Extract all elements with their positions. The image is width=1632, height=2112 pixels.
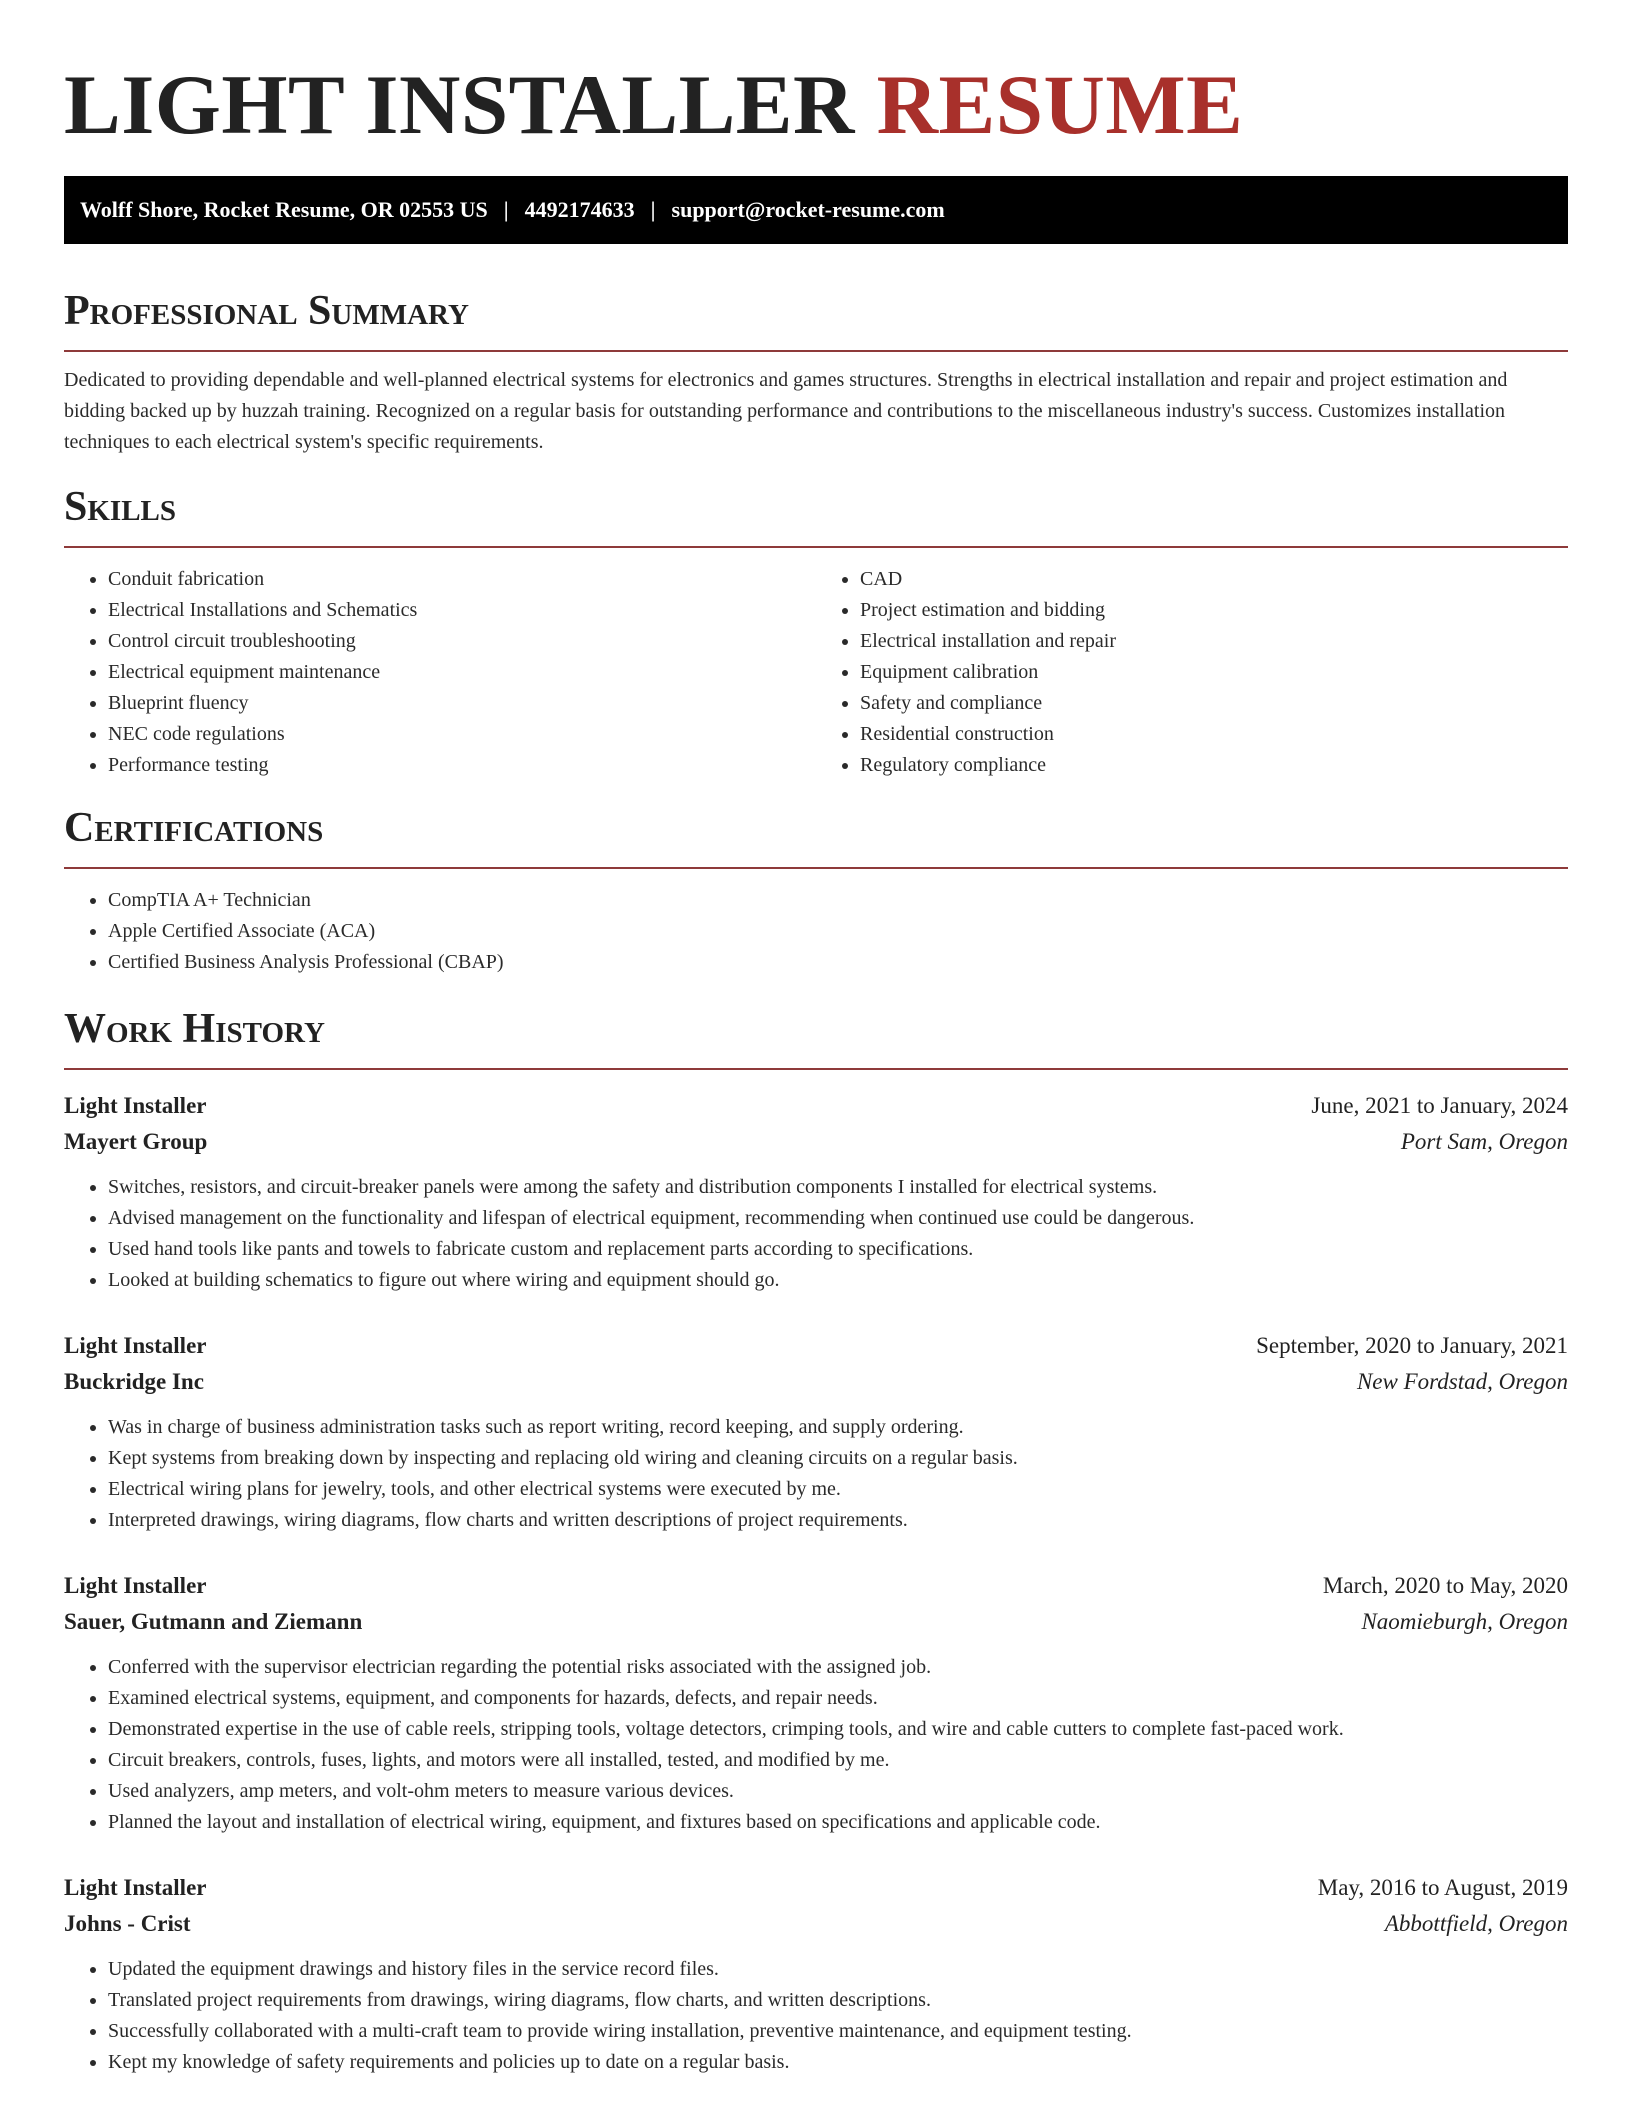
job-duty: • Was in charge of business administration tasks such as report writing, record keeping, and supply ordering. [108, 1412, 1568, 1443]
job-company-row [64, 1364, 1568, 1400]
contact-address: Wolff Shore, Rocket Resume, OR 02553 US [80, 197, 488, 222]
job-dates: March, 2020 to May, 2020 [1322, 1573, 1568, 1598]
job-company: Buckridge Inc [64, 1369, 204, 1394]
job-title: Light Installer [64, 1573, 207, 1598]
job-duty: • Demonstrated expertise in the use of cable reels, stripping tools, voltage detectors, crimping tools, and wire and cable cutters to complete fast-paced work. [108, 1714, 1568, 1745]
certifications-heading: Certifications [64, 803, 1568, 869]
certification-item: • Certified Business Analysis Professional (CBAP) [108, 947, 1568, 978]
job-entry [64, 1088, 1568, 1296]
skill-item: • Performance testing [108, 750, 816, 781]
job-company-row [64, 1604, 1568, 1640]
certification-item: • CompTIA A+ Technician [108, 885, 1568, 916]
job-duties [64, 1172, 1568, 1296]
contact-bar [64, 176, 1568, 244]
job-entry [64, 1870, 1568, 2078]
skills-list-left [64, 564, 816, 781]
title-main: LIGHT INSTALLER [64, 58, 855, 152]
job-dates: May, 2016 to August, 2019 [1317, 1875, 1568, 1900]
job-entry [64, 1568, 1568, 1838]
job-title: Light Installer [64, 1093, 207, 1118]
job-duty: • Translated project requirements from drawings, wiring diagrams, flow charts, and written descriptions. [108, 1985, 1568, 2016]
skill-item: • Safety and compliance [860, 688, 1568, 719]
job-duties [64, 1954, 1568, 2078]
job-company: Sauer, Gutmann and Ziemann [64, 1609, 363, 1634]
summary-section [64, 286, 1568, 458]
job-title: Light Installer [64, 1875, 207, 1900]
job-duty: • Examined electrical systems, equipment, and components for hazards, defects, and repair needs. [108, 1683, 1568, 1714]
job-location: Naomieburgh, Oregon [1361, 1609, 1568, 1634]
job-location: Abbottfield, Oregon [1384, 1911, 1568, 1936]
skills-section [64, 482, 1568, 781]
job-duty: • Used hand tools like pants and towels to fabricate custom and replacement parts according to specifications. [108, 1234, 1568, 1265]
job-duty: • Advised management on the functionality and lifespan of electrical equipment, recommending when continued use could be dangerous. [108, 1203, 1568, 1234]
work-history-heading: Work History [64, 1004, 1568, 1070]
job-duty: • Circuit breakers, controls, fuses, lights, and motors were all installed, tested, and modified by me. [108, 1745, 1568, 1776]
certifications-section [64, 803, 1568, 978]
job-company-row [64, 1906, 1568, 1942]
contact-email: support@rocket-resume.com [671, 197, 945, 222]
job-duty: • Used analyzers, amp meters, and volt-ohm meters to measure various devices. [108, 1776, 1568, 1807]
job-duty: • Successfully collaborated with a multi-craft team to provide wiring installation, preventive maintenance, and equipment testing. [108, 2016, 1568, 2047]
work-history-section [64, 1004, 1568, 2078]
certifications-list [64, 885, 1568, 978]
skill-item: • Electrical Installations and Schematics [108, 595, 816, 626]
skill-item: • Electrical installation and repair [860, 626, 1568, 657]
job-duty: • Kept systems from breaking down by inspecting and replacing old wiring and cleaning circuits on a regular basis. [108, 1443, 1568, 1474]
skill-item: • Control circuit troubleshooting [108, 626, 816, 657]
skill-item: • Conduit fabrication [108, 564, 816, 595]
job-duty: • Conferred with the supervisor electrician regarding the potential risks associated with the assigned job. [108, 1652, 1568, 1683]
skill-item: • Blueprint fluency [108, 688, 816, 719]
job-dates: September, 2020 to January, 2021 [1256, 1333, 1568, 1358]
job-header-row [64, 1870, 1568, 1906]
skills-grid [64, 564, 1568, 781]
job-header-row [64, 1088, 1568, 1124]
resume-title [64, 0, 1568, 155]
job-company: Mayert Group [64, 1129, 208, 1154]
contact-phone: 4492174633 [524, 197, 635, 222]
skill-item: • CAD [860, 564, 1568, 595]
job-company: Johns - Crist [64, 1911, 191, 1936]
job-duty: • Interpreted drawings, wiring diagrams, flow charts and written descriptions of project requirements. [108, 1505, 1568, 1536]
job-duty: • Looked at building schematics to figure out where wiring and equipment should go. [108, 1265, 1568, 1296]
skill-item: • Regulatory compliance [860, 750, 1568, 781]
job-duty: • Electrical wiring plans for jewelry, tools, and other electrical systems were executed by me. [108, 1474, 1568, 1505]
job-location: New Fordstad, Oregon [1356, 1369, 1568, 1394]
skills-list-right [816, 564, 1568, 781]
skill-item: • Project estimation and bidding [860, 595, 1568, 626]
job-duties [64, 1652, 1568, 1838]
summary-heading: Professional Summary [64, 286, 1568, 352]
job-duty: • Planned the layout and installation of electrical wiring, equipment, and fixtures based on specifications and applicable code. [108, 1807, 1568, 1838]
job-duties [64, 1412, 1568, 1536]
job-duty: • Switches, resistors, and circuit-breaker panels were among the safety and distribution components I installed for electrical systems. [108, 1172, 1568, 1203]
job-location: Port Sam, Oregon [1400, 1129, 1568, 1154]
job-dates: June, 2021 to January, 2024 [1311, 1093, 1568, 1118]
skill-item: • NEC code regulations [108, 719, 816, 750]
skill-item: • Residential construction [860, 719, 1568, 750]
job-header-row [64, 1328, 1568, 1364]
summary-text: Dedicated to providing dependable and well-planned electrical systems for electronics and games structures. Strengths in electrical installation and repair and project estimation and bidding backed up by huzzah training. Recognized on a regular basis for outstanding performance and contributions to the miscellaneous industry's success. Customizes installation techniques to each electrical system's specific requirements. [64, 369, 1508, 453]
skill-item: • Electrical equipment maintenance [108, 657, 816, 688]
title-accent: RESUME [876, 58, 1244, 152]
job-entry [64, 1328, 1568, 1536]
job-header-row [64, 1568, 1568, 1604]
job-company-row [64, 1124, 1568, 1160]
contact-separator: | [650, 197, 656, 222]
job-duty: • Kept my knowledge of safety requirements and policies up to date on a regular basis. [108, 2047, 1568, 2078]
skill-item: • Equipment calibration [860, 657, 1568, 688]
job-duty: • Updated the equipment drawings and history files in the service record files. [108, 1954, 1568, 1985]
skills-heading: Skills [64, 482, 1568, 548]
job-title: Light Installer [64, 1333, 207, 1358]
certification-item: • Apple Certified Associate (ACA) [108, 916, 1568, 947]
contact-separator: | [503, 197, 509, 222]
